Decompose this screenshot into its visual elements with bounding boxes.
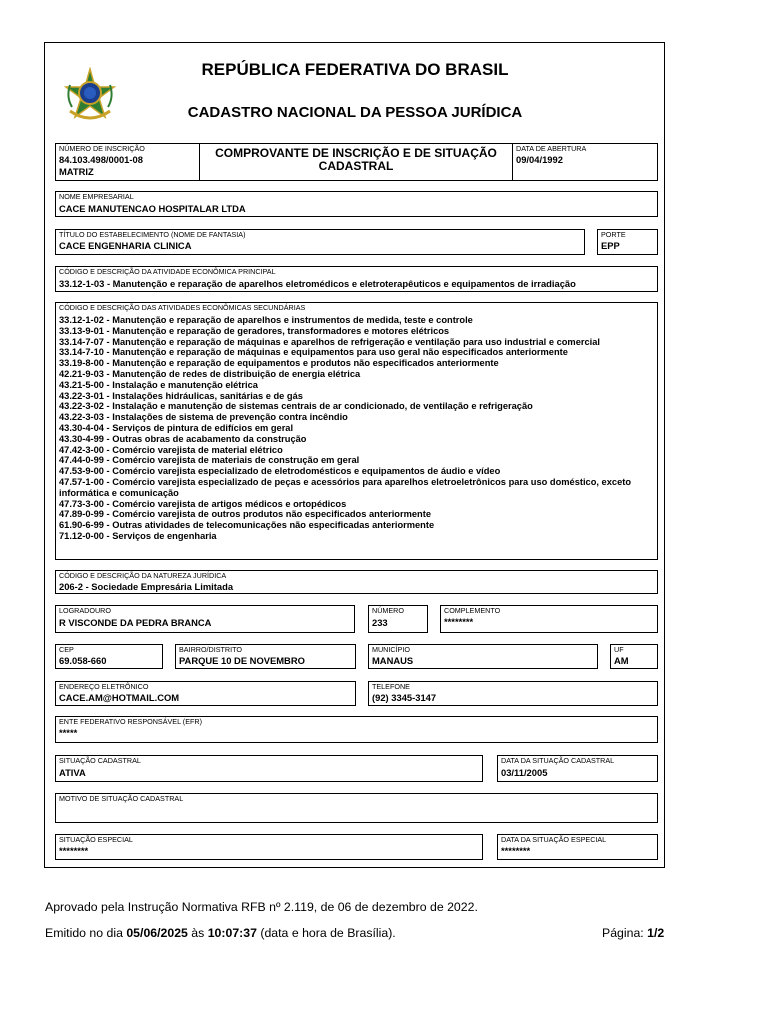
list-item: 43.22-3-01 - Instalações hidráulicas, sanitárias e de gás: [59, 390, 303, 401]
list-item: 33.14-7-10 - Manutenção e reparação de máquinas e equipamentos para uso geral não especificados anteriormente: [59, 347, 568, 358]
porte-box: [597, 229, 658, 255]
natureza-juridica-box: [55, 570, 658, 594]
uf-box: [610, 644, 658, 669]
list-item: 43.22-3-03 - Instalações de sistema de prevenção contra incêndio: [59, 412, 348, 423]
email-label: ENDEREÇO ELETRÔNICO: [59, 682, 149, 691]
situacao-value: ATIVA: [59, 767, 86, 778]
fantasia-label: TÍTULO DO ESTABELECIMENTO (NOME DE FANTASIA): [59, 230, 246, 239]
cep-value: 69.058-660: [59, 655, 107, 666]
cep-box: [55, 644, 163, 669]
data-especial-label: DATA DA SITUAÇÃO ESPECIAL: [501, 835, 607, 844]
numero-box: [368, 605, 428, 633]
list-item: 33.19-8-00 - Manutenção e reparação de equipamentos e produtos não especificados anteriormente: [59, 358, 499, 369]
comprovante-line2: CADASTRAL: [318, 159, 394, 173]
inscricao-tipo: MATRIZ: [59, 166, 94, 177]
logradouro-box: [55, 605, 355, 633]
efr-value: *****: [59, 727, 78, 738]
fantasia-value: CACE ENGENHARIA CLINICA: [59, 240, 192, 251]
inscricao-numero: 84.103.498/0001-08: [59, 154, 143, 165]
natureza-label: CÓDIGO E DESCRIÇÃO DA NATUREZA JURÍDICA: [59, 571, 227, 580]
atividades-secundarias-label: CÓDIGO E DESCRIÇÃO DAS ATIVIDADES ECONÔMICAS SECUNDÁRIAS: [59, 303, 306, 312]
porte-value: EPP: [601, 240, 620, 251]
nome-box: [55, 191, 658, 217]
comprovante-box: [199, 143, 513, 181]
emitido-suffix: (data e hora de Brasília).: [256, 926, 396, 940]
municipio-label: MUNICÍPIO: [372, 645, 410, 654]
atividade-principal-label: CÓDIGO E DESCRIÇÃO DA ATIVIDADE ECONÔMICA PRINCIPAL: [59, 267, 276, 276]
porte-label: PORTE: [601, 230, 626, 239]
list-item: 42.21-9-03 - Manutenção de redes de distribuição de energia elétrica: [59, 368, 361, 379]
situacao-box: [55, 755, 483, 782]
fantasia-box: [55, 229, 585, 255]
comprovante-line1: COMPROVANTE DE INSCRIÇÃO E DE SITUAÇÃO: [215, 146, 497, 160]
abertura-value: 09/04/1992: [516, 154, 563, 165]
logradouro-value: R VISCONDE DA PEDRA BRANCA: [59, 617, 212, 628]
aprovado-text: Aprovado pela Instrução Normativa RFB nº 2.119, de 06 de dezembro de 2022.: [45, 900, 478, 914]
situacao-especial-value: ********: [59, 845, 89, 856]
list-item: 33.13-9-01 - Manutenção e reparação de geradores, transformadores e motores elétricos: [59, 325, 450, 336]
list-item: 33.14-7-07 - Manutenção e reparação de máquinas e aparelhos de refrigeração e ventilação para uso industrial e comercial: [59, 336, 600, 347]
data-situacao-value: 03/11/2005: [501, 767, 548, 778]
emitido-date: 05/06/2025: [126, 926, 188, 940]
atividade-principal-box: [55, 266, 658, 292]
uf-value: AM: [614, 655, 629, 666]
list-item: 61.90-6-99 - Outras atividades de telecomunicações não especificadas anteriormente: [59, 520, 435, 531]
page-subtitle: CADASTRO NACIONAL DA PESSOA JURÍDICA: [187, 104, 523, 121]
natureza-value: 206-2 - Sociedade Empresária Limitada: [59, 581, 234, 592]
inscricao-box: [55, 143, 200, 181]
numero-value: 233: [372, 617, 388, 628]
email-box: [55, 681, 356, 706]
comprovante-title: [200, 147, 512, 173]
emitido-prefix: Emitido no dia: [45, 926, 127, 940]
data-especial-value: ********: [501, 845, 531, 856]
abertura-label: DATA DE ABERTURA: [516, 144, 587, 153]
telefone-box: [368, 681, 658, 706]
email-value: CACE.AM@HOTMAIL.COM: [59, 692, 180, 703]
logradouro-label: LOGRADOURO: [59, 606, 111, 615]
uf-label: UF: [614, 645, 624, 654]
list-item: 71.12-0-00 - Serviços de engenharia: [59, 530, 217, 541]
abertura-box: [512, 143, 658, 181]
inscricao-label: NÚMERO DE INSCRIÇÃO: [59, 144, 145, 153]
list-item: 47.44-0-99 - Comércio varejista de materiais de construção em geral: [59, 455, 360, 466]
atividades-secundarias-list: [59, 315, 654, 542]
situacao-label: SITUAÇÃO CADASTRAL: [59, 756, 141, 765]
list-item: 43.21-5-00 - Instalação e manutenção elétrica: [59, 379, 258, 390]
page-number: [602, 926, 664, 940]
emitido-mid: às: [187, 926, 208, 940]
nome-value: CACE MANUTENCAO HOSPITALAR LTDA: [59, 203, 246, 214]
efr-box: [55, 716, 658, 743]
complemento-label: COMPLEMENTO: [444, 606, 501, 615]
emitido-text: [45, 926, 396, 940]
list-item: 47.53-9-00 - Comércio varejista especializado de eletrodomésticos e equipamentos de áudio e vídeo: [59, 466, 501, 477]
situacao-especial-box: [55, 834, 483, 860]
data-especial-box: [497, 834, 658, 860]
pagina-label: Página:: [602, 926, 648, 940]
efr-label: ENTE FEDERATIVO RESPONSÁVEL (EFR): [59, 717, 202, 726]
list-item: 47.89-0-99 - Comércio varejista de outros produtos não especificados anteriormente: [59, 509, 431, 520]
list-item: 43.30-4-99 - Outras obras de acabamento da construção: [59, 433, 307, 444]
motivo-box: [55, 793, 658, 823]
situacao-especial-label: SITUAÇÃO ESPECIAL: [59, 835, 133, 844]
list-item: 47.73-3-00 - Comércio varejista de artigos médicos e ortopédicos: [59, 498, 347, 509]
cep-label: CEP: [59, 645, 74, 654]
atividade-principal-value: 33.12-1-03 - Manutenção e reparação de aparelhos eletromédicos e eletroterapêuticos e equipamentos de irradiação: [59, 278, 576, 289]
data-situacao-box: [497, 755, 658, 782]
brasil-coat-of-arms-emblem: [62, 67, 118, 123]
list-item: 43.30-4-04 - Serviços de pintura de edifícios em geral: [59, 422, 294, 433]
list-item: 47.57-1-00 - Comércio varejista especializado de peças e acessórios para aparelhos eletroeletrônicos para uso doméstico, exceto informática e comunicação: [59, 476, 632, 498]
data-situacao-label: DATA DA SITUAÇÃO CADASTRAL: [501, 756, 615, 765]
numero-label: NÚMERO: [372, 606, 404, 615]
list-item: 33.12-1-02 - Manutenção e reparação de aparelhos e instrumentos de medida, teste e controle: [59, 315, 473, 325]
pagina-value: 1/2: [647, 926, 665, 940]
nome-label: NOME EMPRESARIAL: [59, 192, 134, 201]
complemento-box: [440, 605, 658, 633]
municipio-value: MANAUS: [372, 655, 414, 666]
page-title: REPÚBLICA FEDERATIVA DO BRASIL: [201, 60, 509, 79]
motivo-label: MOTIVO DE SITUAÇÃO CADASTRAL: [59, 794, 184, 803]
bairro-value: PARQUE 10 DE NOVEMBRO: [179, 655, 305, 666]
emitido-time: 10:07:37: [207, 926, 257, 940]
municipio-box: [368, 644, 598, 669]
atividades-secundarias-box: [55, 302, 658, 560]
bairro-label: BAIRRO/DISTRITO: [179, 645, 242, 654]
list-item: 43.22-3-02 - Instalação e manutenção de sistemas centrais de ar condicionado, de ventilação e refrigeração: [59, 401, 533, 412]
bairro-box: [175, 644, 356, 669]
complemento-value: ********: [444, 616, 474, 627]
list-item: 47.42-3-00 - Comércio varejista de material elétrico: [59, 444, 283, 455]
telefone-label: TELEFONE: [372, 682, 410, 691]
telefone-value: (92) 3345-3147: [372, 692, 437, 703]
